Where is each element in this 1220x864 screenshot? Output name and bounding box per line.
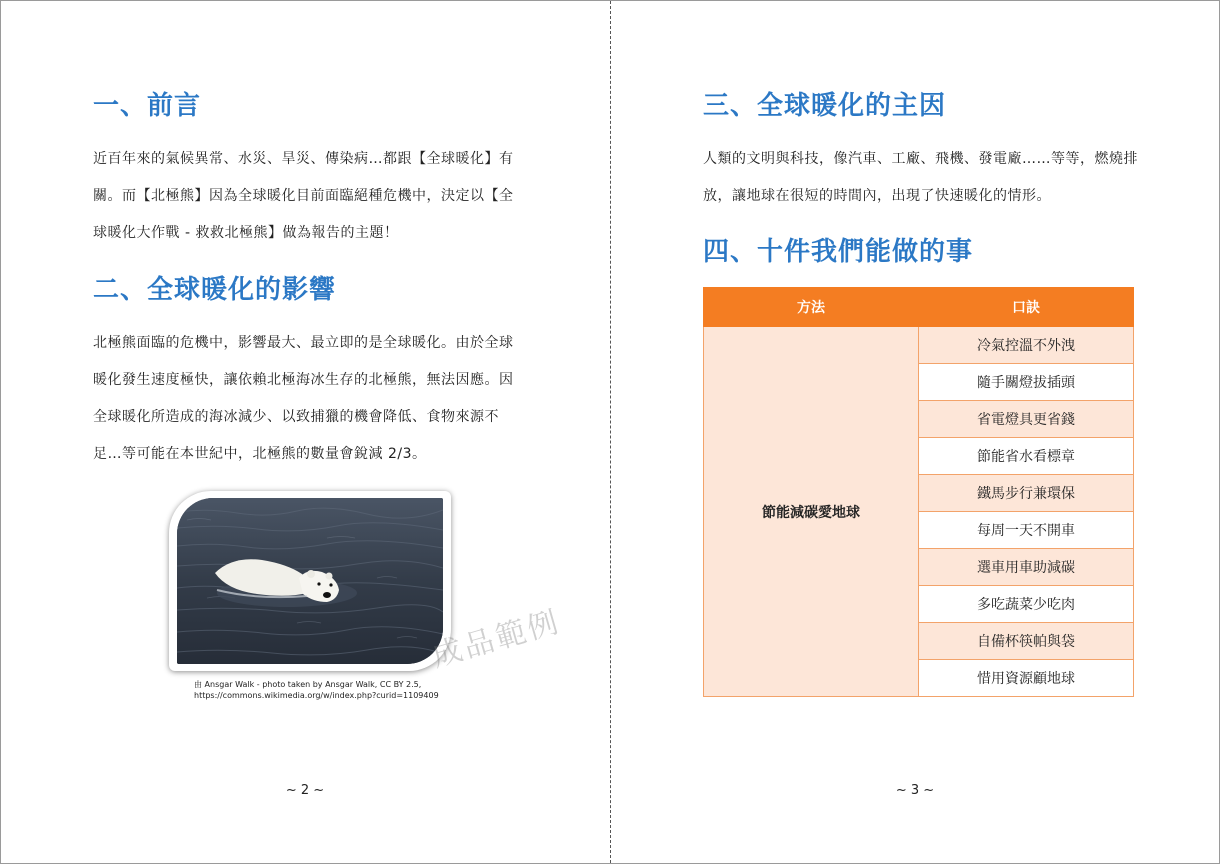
- section1-line: 關。而【北極熊】因為全球暖化目前面臨絕種危機中，決定以【全: [93, 188, 514, 204]
- section1-line: 近百年來的氣候異常、水災、旱災、傳染病…都跟【全球暖化】有: [93, 151, 514, 167]
- section2-line: 全球暖化所造成的海冰減少、以致捕獵的機會降低、食物來源不: [93, 409, 499, 425]
- page-left: [1, 1, 610, 863]
- tip-cell: 自備杯筷帕與袋: [919, 623, 1134, 660]
- section2-line: 足…等可能在本世紀中，北極熊的數量會銳減 2/3。: [93, 446, 427, 462]
- section2-line: 暖化發生速度極快，讓依賴北極海冰生存的北極熊，無法因應。因: [93, 372, 514, 388]
- header-method: 方法: [704, 288, 919, 327]
- section1-line: 球暖化大作戰 - 救救北極熊】做為報告的主題！: [93, 225, 399, 241]
- page-number-right: ~ 3 ~: [895, 783, 935, 798]
- tip-cell: 隨手關燈拔插頭: [919, 364, 1134, 401]
- table-header-row: [704, 288, 1134, 327]
- page-number-left: ~ 2 ~: [285, 783, 325, 798]
- method-cell: 節能減碳愛地球: [704, 327, 919, 697]
- tip-cell: 省電燈具更省錢: [919, 401, 1134, 438]
- section1-heading: 一、前言: [93, 91, 202, 121]
- photo-caption: [194, 679, 439, 701]
- polar-bear-photo-frame: [169, 491, 451, 671]
- polar-bear-image: [177, 498, 443, 664]
- tip-cell: 冷氣控溫不外洩: [919, 327, 1134, 364]
- photo-caption-line: 由 Ansgar Walk - photo taken by Ansgar Walk, CC BY 2.5,: [194, 680, 422, 689]
- tip-cell: 每周一天不開車: [919, 512, 1134, 549]
- table-row: [704, 327, 1134, 364]
- tip-cell: 多吃蔬菜少吃肉: [919, 586, 1134, 623]
- polar-bear-photo: [177, 498, 443, 664]
- section2-paragraph: [93, 325, 514, 473]
- page-right: [611, 1, 1219, 863]
- section4-heading: 四、十件我們能做的事: [703, 237, 974, 267]
- sample-watermark: 成品範例: [428, 604, 565, 675]
- tips-table: [703, 287, 1134, 697]
- section2-line: 北極熊面臨的危機中，影響最大、最立即的是全球暖化。由於全球: [93, 335, 514, 351]
- section3-paragraph: [703, 141, 1138, 215]
- tip-cell: 節能省水看標章: [919, 438, 1134, 475]
- header-slogan: 口訣: [919, 288, 1134, 327]
- section2-heading: 二、全球暖化的影響: [93, 275, 337, 305]
- section3-line: 放，讓地球在很短的時間內，出現了快速暖化的情形。: [703, 188, 1051, 204]
- photo-caption-line: https://commons.wikimedia.org/w/index.php?curid=1109409: [194, 691, 439, 700]
- section3-heading: 三、全球暖化的主因: [703, 91, 947, 121]
- tip-cell: 惜用資源顧地球: [919, 660, 1134, 697]
- tip-cell: 鐵馬步行兼環保: [919, 475, 1134, 512]
- tip-cell: 選車用車助減碳: [919, 549, 1134, 586]
- section3-line: 人類的文明與科技，像汽車、工廠、飛機、發電廠……等等，燃燒排: [703, 151, 1138, 167]
- section1-paragraph: [93, 141, 514, 252]
